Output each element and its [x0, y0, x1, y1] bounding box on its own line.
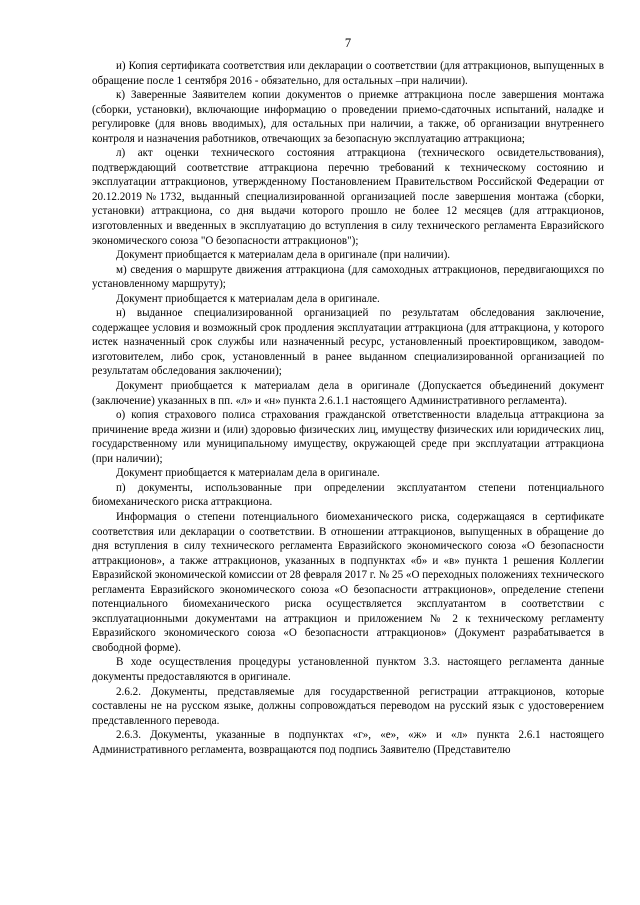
paragraph-note-combined-document: Документ приобщается к материалам дела в оригинале (Допускается объединений документ (заключение) указанных в пп. «л» и «н» пункта 2.6.1.1 настоящего Административного регламента). [92, 380, 604, 407]
paragraph-item-m: м) сведения о маршруте движения аттракциона (для самоходных аттракционов, передвигающихся по установленному маршруту); [92, 263, 604, 291]
paragraph-item-p: п) документы, использованные при определении эксплуатантом степени потенциального биомеханического риска аттракциона. [92, 481, 604, 509]
paragraph-item-k: к) Заверенные Заявителем копии документов о приемке аттракциона после завершения монтажа (сборки, установки), включающие информацию о проведении приемо-сдаточных испытаний, наладке и регулировке (для вновь вводимых), для остальных при наличии, а также, об организации внутреннего контроля и назначения работников, отвечающих за безопасную эксплуатацию аттракциона; [92, 89, 604, 145]
paragraph-2-6-2: 2.6.2. Документы, представляемые для государственной регистрации аттракционов, которые составлены не на русском языке, должны сопровождаться переводом на русский язык с удостоверением представленного перевода. [92, 685, 604, 727]
paragraph-item-l: л) акт оценки технического состояния аттракциона (технического освидетельствования), подтверждающий соответствие аттракциона перечню требований к техническому состоянию и эксплуатации аттракционов, утвержденному Постановлением Правительством Российской Федерации от 20.12.2019№1732, выданный специализированной организацией после завершения монтажа (сборки, установки) аттракциона, со дня выдачи которого прошло не более 12 месяцев (для аттракционов, изготовленных и введенных в эксплуатацию до вступления в силу технического регламента Евразийского экономического союза "О безопасности аттракционов"); [92, 147, 604, 247]
paragraph-2-6-3: 2.6.3. Документы, указанные в подпунктах «г», «е», «ж» и «л» пункта 2.6.1 настоящего Административного регламента, возвращаются под подпись Заявителю (Представителю [92, 729, 604, 756]
paragraph-item-o: о) копия страхового полиса страхования гражданской ответственности владельца аттракциона за причинение вреда жизни и (или) здоровью физических лиц, имуществу физических или юридических лиц, государственному или муниципальному имуществу, окружающей среде при эксплуатации аттракциона (при наличии); [92, 409, 604, 465]
paragraph-item-i: и) Копия сертификата соответствия или декларации о соответствии (для аттракционов, выпущенных в обращение после 1 сентября 2016 - обязательно, для остальных –при наличии). [92, 60, 604, 87]
paragraph-note-original: Документ приобщается к материалам дела в оригинале. [116, 292, 380, 305]
paragraph-note-original: Документ приобщается к материалам дела в оригинале. [116, 467, 380, 480]
document-body [92, 59, 604, 757]
paragraph-item-n: н) выданное специализированной организацией по результатам обследования заключение, содержащее условия и возможный срок продления эксплуатации аттракциона (для аттракциона, у которого истек назначенный срок службы или назначенный ресурс, установленный проектировщиком, заводом-изготовителем, либо срок, установленный в ранее выданном специализированной организацией по результатам обследования заключении); [92, 307, 604, 378]
paragraph-procedure-originals: В ходе осуществления процедуры установленной пунктом 3.3. настоящего регламента данные документы предоставляются в оригинале. [92, 656, 604, 683]
paragraph-note-original-optional: Документ приобщается к материалам дела в оригинале (при наличии). [116, 249, 451, 262]
page-number: 7 [344, 36, 352, 50]
paragraph-risk-information: Информация о степени потенциального биомеханического риска, содержащаяся в сертификате соответствия или декларации о соответствии. В отношении аттракционов, выпущенных в обращение до дня вступления в силу технического регламента Евразийского экономического союза «О безопасности аттракционов», а также аттракционов, указанных в подпунктах «б» и «в» пункта 1 решения Коллегии Евразийской экономической комиссии от 28 февраля 2017 г. № 25 «О переходных положениях технического регламента Евразийского экономического союза «О безопасности аттракционов», определение степени потенциального биомеханического риска осуществляется эксплуатантом в соответствии с эксплуатационными документами на аттракцион и приложением № 2 к техническому регламенту Евразийского экономического союза «О безопасности аттракционов» (Документ разрабатывается в свободной форме). [92, 510, 604, 654]
